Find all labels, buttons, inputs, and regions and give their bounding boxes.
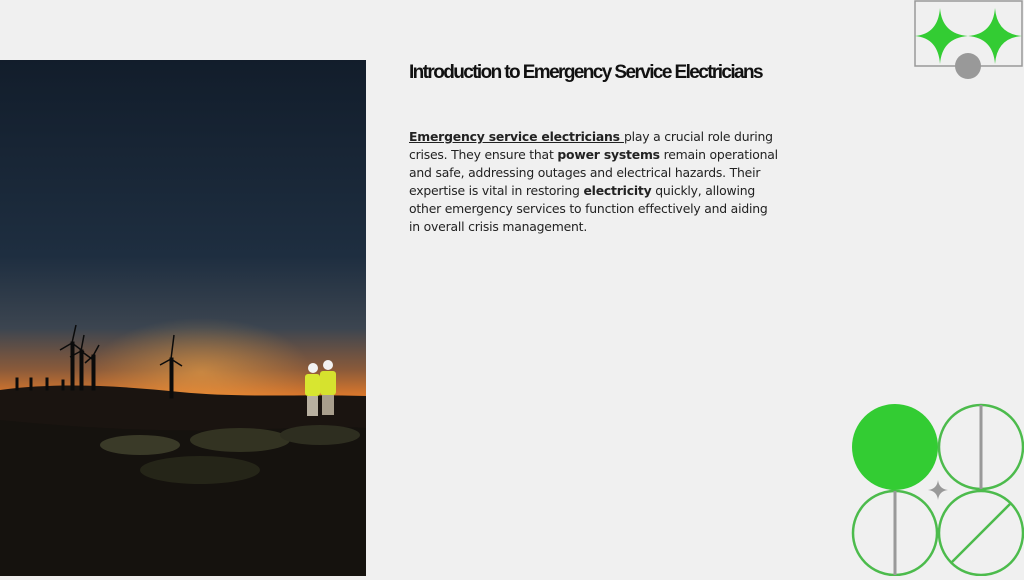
paragraph-segment-2: remain operational and safe, addressing outages and electrical hazards. Their expertise is vital in restoring [409, 147, 778, 198]
hero-photo [0, 60, 366, 576]
bold-electricity: electricity [583, 183, 652, 198]
circle-grid-icon [848, 400, 1024, 580]
slide-body-paragraph [409, 128, 781, 236]
sparkle-stars-icon [912, 0, 1024, 86]
paragraph-segment-1: play a crucial role during crises. They ensure that [409, 129, 773, 162]
paragraph-segment-3: quickly, allowing other emergency services to function effectively and aiding in overall crisis management. [409, 183, 768, 234]
slide-title: Introduction to Emergency Service Electricians [409, 62, 762, 83]
bold-power-systems: power systems [557, 147, 660, 162]
emergency-electricians-link[interactable]: Emergency service electricians [409, 129, 624, 144]
